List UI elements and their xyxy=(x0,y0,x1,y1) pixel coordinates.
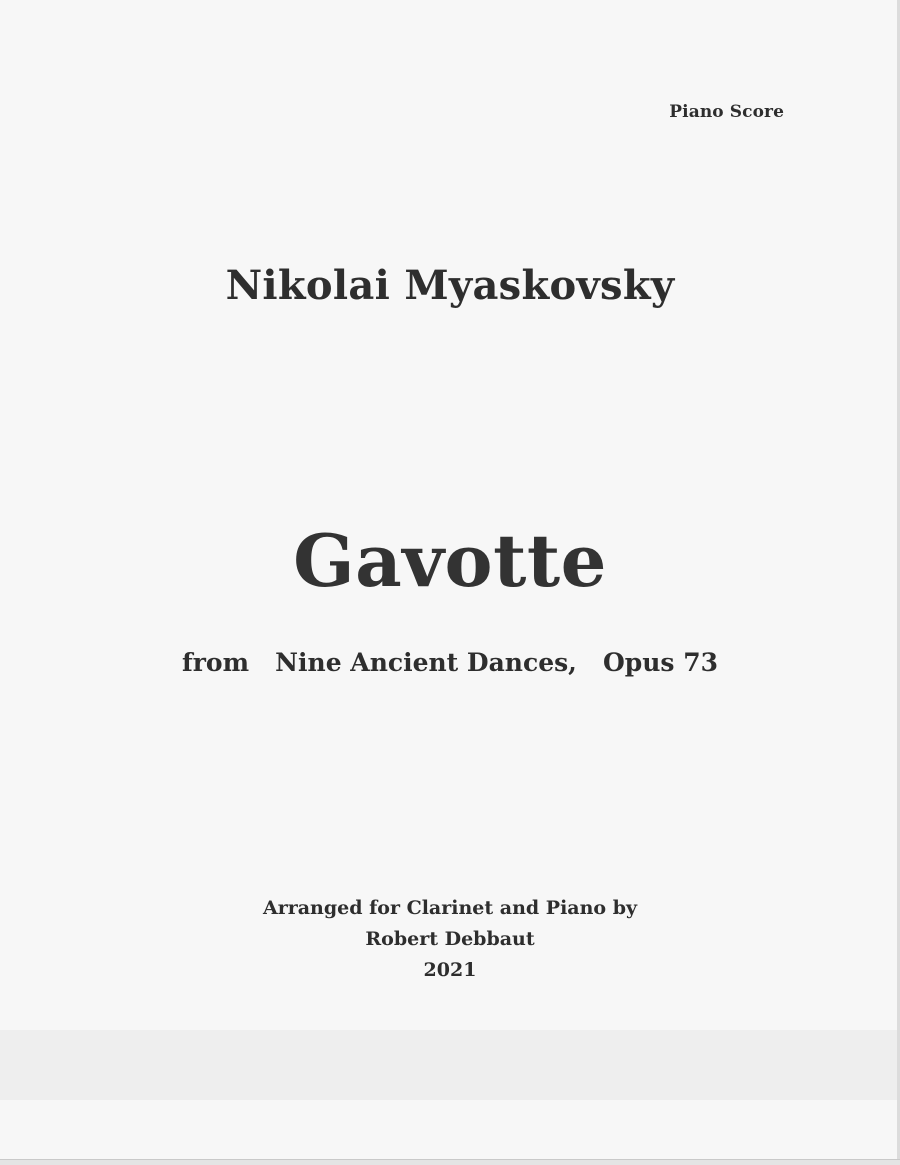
arranged-for-line: Arranged for Clarinet and Piano by xyxy=(262,897,638,919)
arranger-name: Robert Debbaut xyxy=(365,928,535,950)
composer-name: Nikolai Myaskovsky xyxy=(225,262,675,309)
scan-shading-band xyxy=(0,1030,900,1100)
arrangement-year: 2021 xyxy=(423,959,477,981)
piece-title: Gavotte xyxy=(293,518,607,603)
piece-subtitle: from Nine Ancient Dances, Opus 73 xyxy=(182,648,718,677)
score-type-label: Piano Score xyxy=(669,102,784,122)
arrangement-credits xyxy=(0,893,900,986)
page-bottom-edge xyxy=(0,1159,900,1165)
